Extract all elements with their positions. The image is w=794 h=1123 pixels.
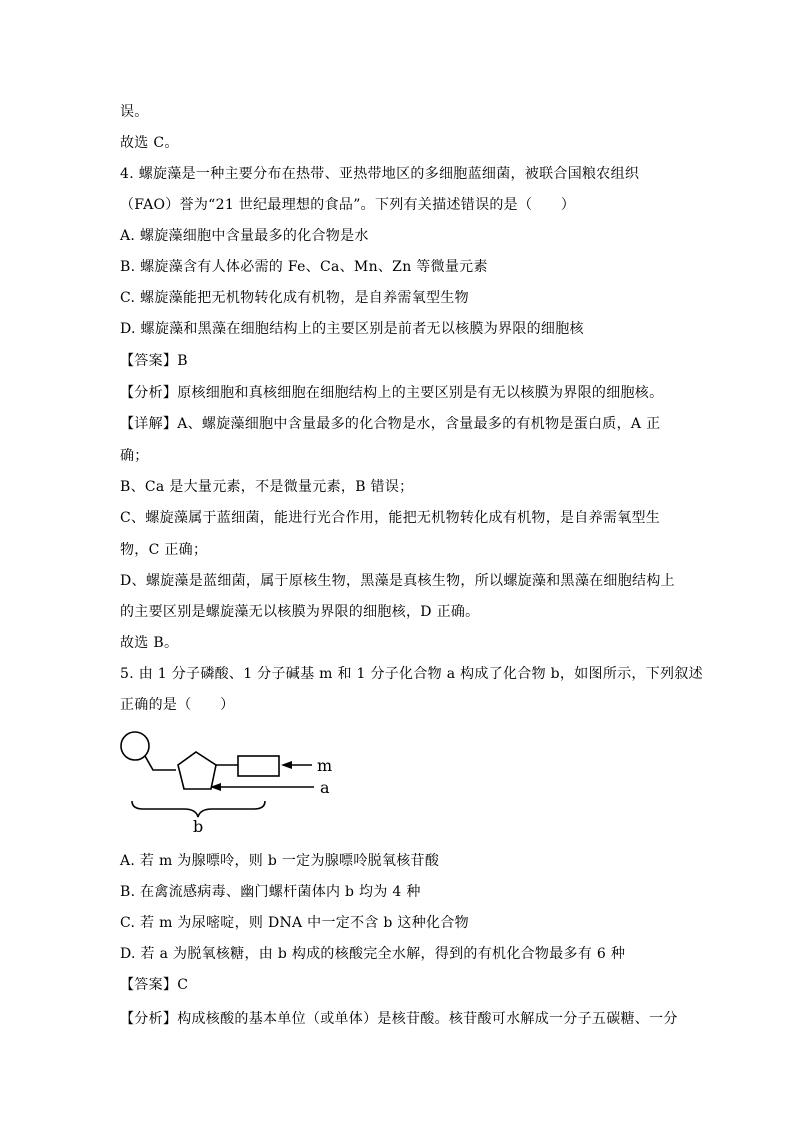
explanation-line: B、Ca 是大量元素，不是微量元素，B 错误； [120,479,414,495]
label-m: m [317,756,333,775]
explanation-line: C、螺旋藻属于蓝细菌，能进行光合作用，能把无机物转化成有机物，是自养需氧型生 [120,510,661,526]
text-line: 故选 C。 [120,135,179,151]
phosphate-circle [121,732,149,760]
option-b: B. 螺旋藻含有人体必需的 Fe、Ca、Mn、Zn 等微量元素 [120,259,488,275]
analysis-line: 【分析】构成核酸的基本单位（或单体）是核苷酸。核苷酸可水解成一分子五碳糖、一分 [120,1011,678,1027]
option-a: A. 螺旋藻细胞中含量最多的化合物是水 [120,228,369,244]
option-b: B. 在禽流感病毒、幽门螺杆菌体内 b 均为 4 种 [120,884,421,900]
answer-line: 【答案】B [120,353,188,369]
option-d: D. 若 a 为脱氧核糖，由 b 构成的核酸完全水解，得到的有机化合物最多有 6 种 [120,946,626,962]
question-4-stem: 4. 螺旋藻是一种主要分布在热带、亚热带地区的多细胞蓝细菌，被联合国粮农组织 [120,166,640,182]
label-b: b [193,817,204,836]
option-a: A. 若 m 为腺嘌呤，则 b 一定为腺嘌呤脱氧核苷酸 [120,853,440,869]
label-a: a [320,778,330,797]
question-5-stem: 5. 由 1 分子磷酸、1 分子碱基 m 和 1 分子化合物 a 构成了化合物 b，如图所示，下列叙述 [120,666,703,682]
base-rectangle [238,756,279,776]
brace-b [132,801,265,817]
answer-line: 【答案】C [120,977,189,993]
pentose-pentagon [178,752,216,789]
nucleotide-diagram [116,728,346,840]
option-c: C. 螺旋藻能把无机物转化成有机物，是自养需氧型生物 [120,290,469,306]
question-5-stem: 正确的是（ ） [120,697,235,713]
text-line: 故选 B。 [120,635,179,651]
text-line: 误。 [120,104,149,120]
explanation-line: 的主要区别是螺旋藻无以核膜为界限的细胞核，D 正确。 [120,604,480,620]
phosphate-bond [145,756,176,770]
explanation-line: 【详解】A、螺旋藻细胞中含量最多的化合物是水，含量最多的有机物是蛋白质，A 正 [120,416,661,432]
arrow-m-head [281,761,292,769]
explanation-line: D、螺旋藻是蓝细菌，属于原核生物，黑藻是真核生物，所以螺旋藻和黑藻在细胞结构上 [120,573,675,589]
explanation-line: 确； [120,448,149,464]
option-c: C. 若 m 为尿嘧啶，则 DNA 中一定不含 b 这种化合物 [120,915,469,931]
question-4-stem: （FAO）誉为“21 世纪最理想的食品”。下列有关描述错误的是（ ） [120,197,576,213]
explanation-line: 物，C 正确； [120,542,208,558]
option-d: D. 螺旋藻和黑藻在细胞结构上的主要区别是前者无以核膜为界限的细胞核 [120,321,584,337]
analysis-line: 【分析】原核细胞和真核细胞在细胞结构上的主要区别是有无以核膜为界限的细胞核。 [120,385,664,401]
